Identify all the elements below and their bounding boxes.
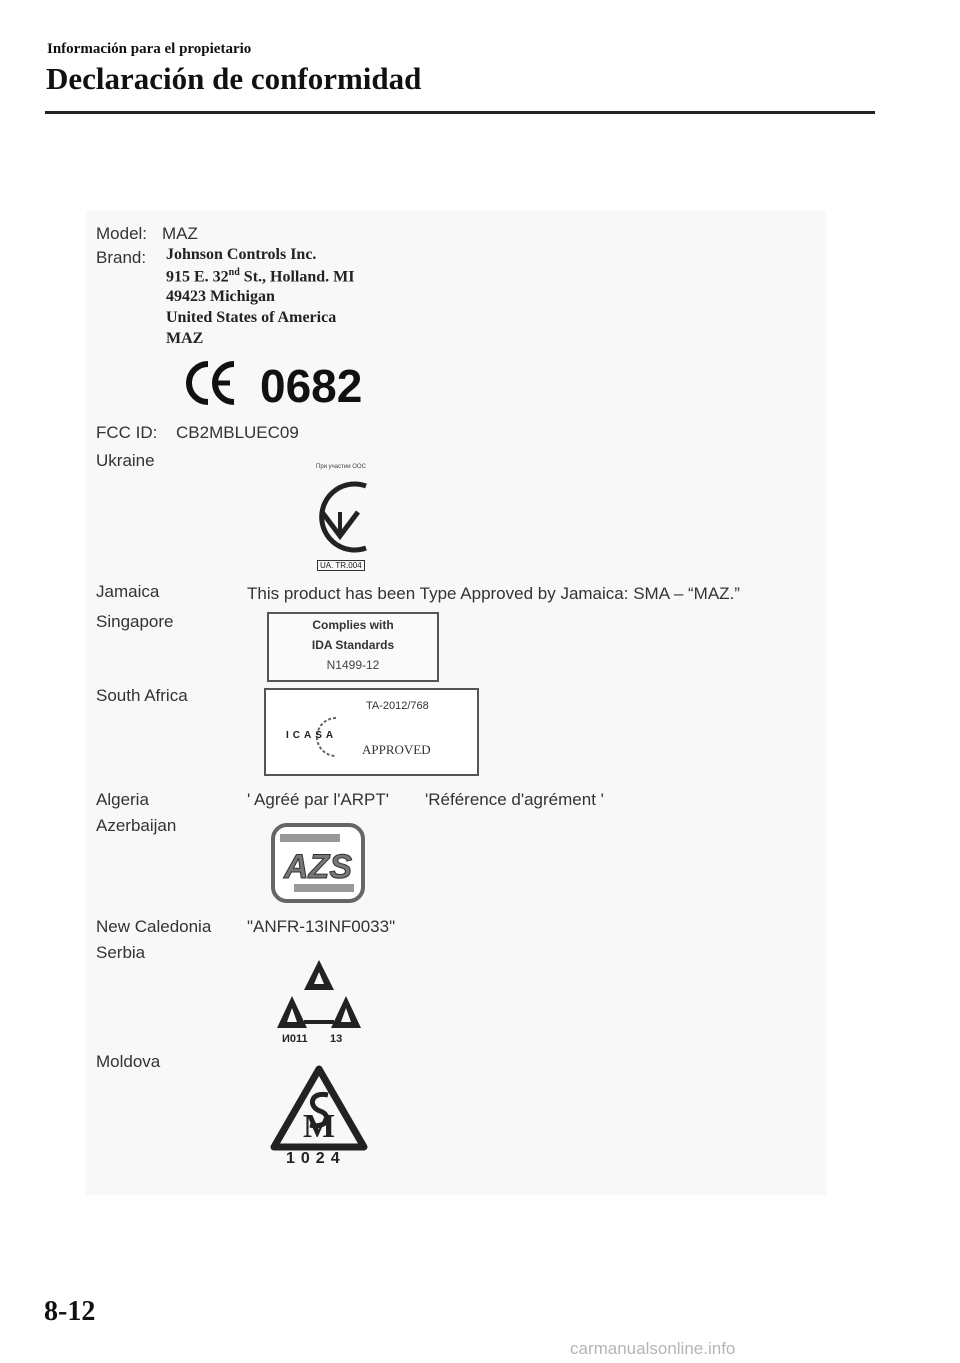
model-value: MAZ [162,224,198,243]
serbia-triangles-icon [272,956,366,1032]
serbia-code-2: 13 [330,1033,343,1045]
singapore-line3: N1499-12 [326,658,380,672]
brand-city: 49423 Michigan [166,288,275,305]
brand-country: United States of America [166,309,337,326]
singapore-label: Singapore [96,612,174,631]
ukraine-code: UA. TR.004 [317,560,365,571]
page-number: 8-12 [44,1296,96,1327]
page-title: Declaración de conformidad [46,61,422,96]
new-caledonia-text: "ANFR-13INF0033" [247,917,396,936]
algeria-text-2: 'Référence d'agrément ' [425,790,604,809]
fcc-label: FCC ID: [96,423,158,442]
south-africa-badge [264,688,479,776]
south-africa-ta: TA-2012/768 [366,700,429,712]
azerbaijan-label: Azerbaijan [96,816,177,835]
ukraine-mark-icon [300,474,380,564]
singapore-line1: Complies with [312,618,394,632]
singapore-badge [267,612,439,682]
azs-logo-icon [270,822,366,904]
model-label: Model: [96,224,148,243]
algeria-label: Algeria [96,790,149,809]
south-africa-approved: APPROVED [362,742,431,757]
serbia-label: Serbia [96,943,146,962]
brand-address: 915 E. 32nd St., Holland. MI [166,267,355,286]
singapore-line2: IDA Standards [311,638,395,652]
ce-number: 0682 [260,360,363,408]
brand-company: Johnson Controls Inc. [166,246,317,263]
svg-text:M: M [302,1108,336,1145]
jamaica-label: Jamaica [96,582,160,601]
watermark: carmanualsonline.info [570,1339,736,1358]
azs-logo-text: AZS [284,848,352,886]
brand-name: MAZ [166,330,204,347]
ukraine-label: Ukraine [96,451,155,470]
fcc-value: CB2MBLUEC09 [176,423,299,442]
south-africa-label: South Africa [96,686,188,705]
icasa-logo: ICASA [286,730,338,741]
title-rule [45,111,875,114]
ukraine-caption: При участии ООС [316,464,366,470]
algeria-text-1: ' Agréé par l'ARPT' [247,790,390,809]
ce-mark-icon [182,358,382,408]
section-heading: Información para el propietario [47,41,252,57]
new-caledonia-label: New Caledonia [96,917,212,936]
moldova-code: 1024 [286,1150,346,1167]
brand-label: Brand: [96,248,147,267]
moldova-sm-mark-icon [270,1065,368,1151]
jamaica-text: This product has been Type Approved by Jamaica: SMA – “MAZ.” [247,584,740,603]
moldova-label: Moldova [96,1052,161,1071]
serbia-code-1: И011 [282,1033,308,1045]
